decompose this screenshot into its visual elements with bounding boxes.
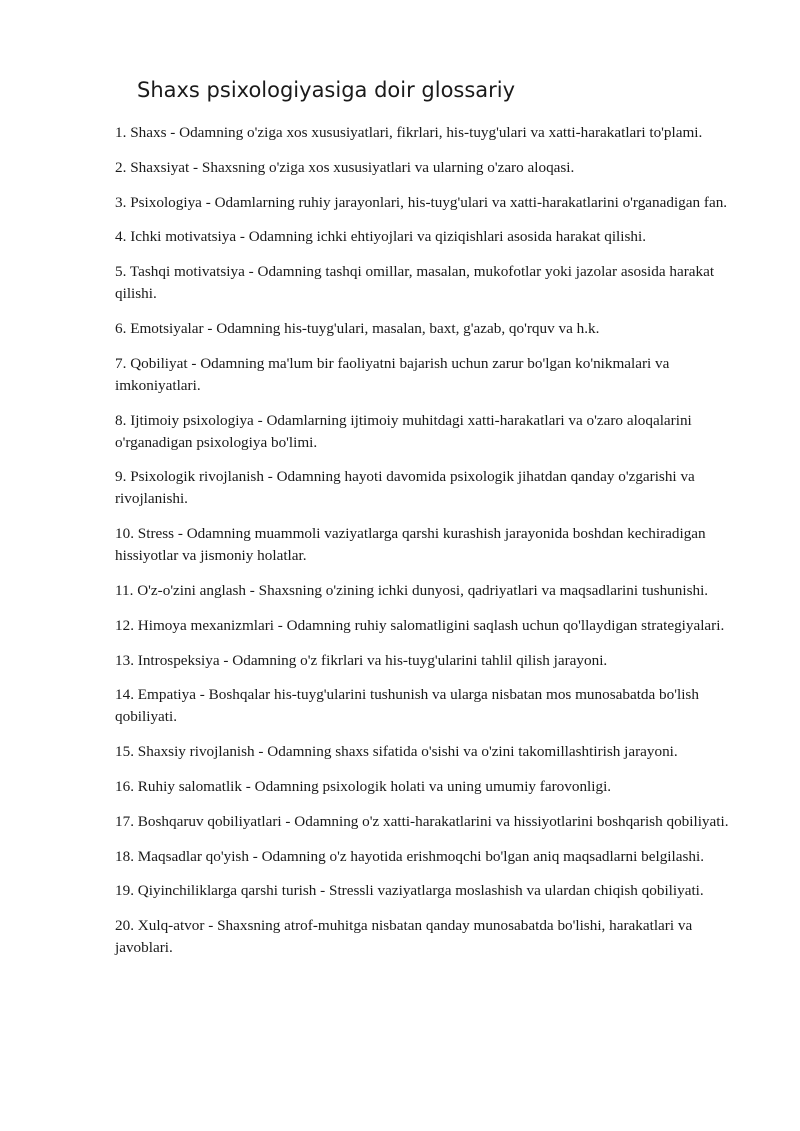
glossary-entry-9: 9. Psixologik rivojlanish - Odamning hayoti davomida psixologik jihatdan qanday o'zgarishi va rivojlanishi. bbox=[115, 468, 695, 508]
glossary-entry-4: 4. Ichki motivatsiya - Odamning ichki ehtiyojlari va qiziqishlari asosida harakat qilishi. bbox=[115, 228, 647, 246]
glossary-entry-8: 8. Ijtimoiy psixologiya - Odamlarning ijtimoiy muhitdagi xatti-harakatlari va o'zaro aloqalarini o'rganadigan psixologiya bo'limi. bbox=[115, 411, 692, 451]
glossary-entry-20: 20. Xulq-atvor - Shaxsning atrof-muhitga nisbatan qanday munosabatda bo'lishi, harakatlari va javoblari. bbox=[115, 917, 693, 957]
glossary-entry-3: 3. Psixologiya - Odamlarning ruhiy jarayonlari, his-tuyg'ulari va xatti-harakatlarini o'rganadigan fan. bbox=[115, 193, 728, 211]
glossary-entry-18: 18. Maqsadlar qo'yish - Odamning o'z hayotida erishmoqchi bo'lgan aniq maqsadlarni belgilashi. bbox=[115, 847, 705, 865]
glossary-entry-11: 11. O'z-o'zini anglash - Shaxsning o'zining ichki dunyosi, qadriyatlari va maqsadlarini tushunishi. bbox=[115, 581, 709, 599]
glossary-entry-10: 10. Stress - Odamning muammoli vaziyatlarga qarshi kurashish jarayonida boshdan kechiradigan hissiyotlar va jismoniy holatlar. bbox=[115, 525, 706, 565]
glossary-entry-6: 6. Emotsiyalar - Odamning his-tuyg'ulari, masalan, baxt, g'azab, qo'rquv va h.k. bbox=[115, 319, 600, 337]
glossary-entry-12: 12. Himoya mexanizmlari - Odamning ruhiy salomatligini saqlash uchun qo'llaydigan strategiyalari. bbox=[115, 616, 725, 634]
glossary-entry-2: 2. Shaxsiyat - Shaxsning o'ziga xos xususiyatlari va ularning o'zaro aloqasi. bbox=[115, 158, 575, 176]
glossary-entry-16: 16. Ruhiy salomatlik - Odamning psixologik holati va uning umumiy farovonligi. bbox=[115, 777, 612, 795]
glossary-entry-14: 14. Empatiya - Boshqalar his-tuyg'ularini tushunish va ularga nisbatan mos munosabatda bo'lish qobiliyati. bbox=[115, 686, 699, 726]
glossary-entry-19: 19. Qiyinchiliklarga qarshi turish - Stressli vaziyatlarga moslashish va ulardan chiqish qobiliyati. bbox=[115, 882, 704, 900]
glossary-entry-1: 1. Shaxs - Odamning o'ziga xos xususiyatlari, fikrlari, his-tuyg'ulari va xatti-harakatlari to'plami. bbox=[115, 124, 703, 141]
glossary-entry-7: 7. Qobiliyat - Odamning ma'lum bir faoliyatni bajarish uchun zarur bo'lgan ko'nikmalari va imkoniyatlari. bbox=[115, 354, 670, 394]
document-title: Shaxs psixologiyasiga doir glossariy bbox=[137, 78, 516, 102]
glossary-entry-17: 17. Boshqaruv qobiliyatlari - Odamning o'z xatti-harakatlarini va hissiyotlarini boshqarish qobiliyati. bbox=[115, 812, 729, 830]
glossary-entry-13: 13. Introspeksiya - Odamning o'z fikrlari va his-tuyg'ularini tahlil qilish jarayoni. bbox=[115, 651, 608, 669]
glossary-entry-15: 15. Shaxsiy rivojlanish - Odamning shaxs sifatida o'sishi va o'zini takomillashtirish jarayoni. bbox=[115, 743, 678, 761]
glossary-list bbox=[115, 122, 747, 972]
glossary-entry-5: 5. Tashqi motivatsiya - Odamning tashqi omillar, masalan, mukofotlar yoki jazolar asosida harakat qilishi. bbox=[115, 263, 715, 303]
